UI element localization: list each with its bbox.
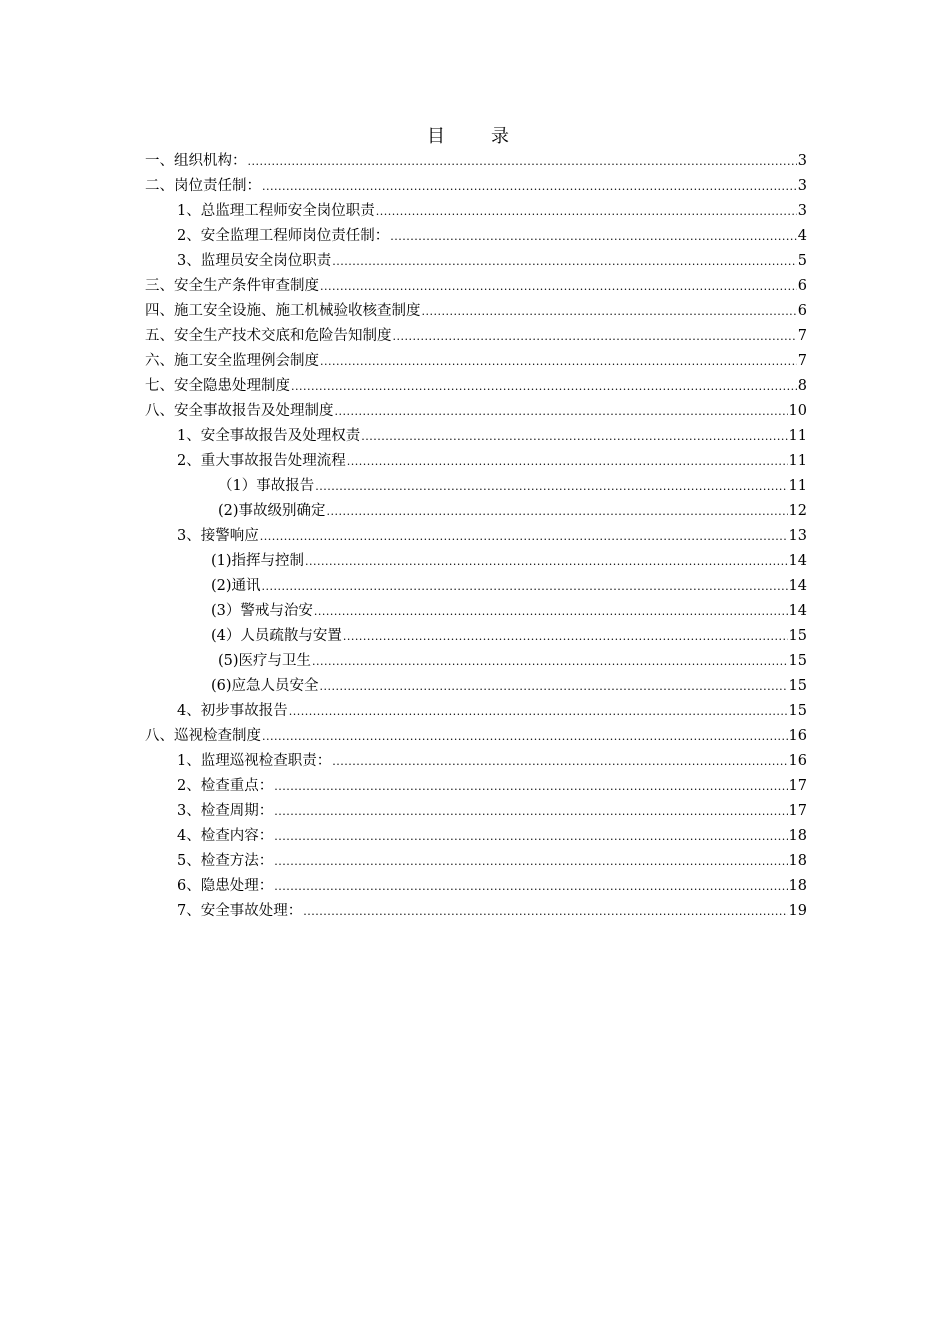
toc-page-number: 15 <box>788 628 807 644</box>
toc-dot-leader <box>390 224 797 249</box>
toc-entry-label: 1、安全事故报告及处理权责 <box>177 428 361 444</box>
toc-dot-leader <box>274 799 787 824</box>
toc-entry-label: (3）警戒与治安 <box>211 603 313 619</box>
toc-page-number: 14 <box>788 578 807 594</box>
toc-page-number: 10 <box>788 403 807 419</box>
toc-entry-label: 2、重大事故报告处理流程 <box>177 453 346 469</box>
toc-page-number: 5 <box>797 253 807 269</box>
toc-entry[interactable] <box>145 874 807 899</box>
toc-dot-leader <box>305 549 788 574</box>
toc-dot-leader <box>320 349 797 374</box>
toc-dot-leader <box>262 724 788 749</box>
toc-dot-leader <box>289 699 788 724</box>
toc-entry-label: (4）人员疏散与安置 <box>211 628 342 644</box>
toc-page-number: 15 <box>788 678 807 694</box>
toc-dot-leader <box>335 399 788 424</box>
toc-entry[interactable] <box>145 699 807 724</box>
toc-entry-label: 2、安全监理工程师岗位责任制： <box>177 228 390 244</box>
toc-entry[interactable] <box>145 624 807 649</box>
toc-entry-label: 七、安全隐患处理制度 <box>145 378 290 394</box>
toc-dot-leader <box>332 249 797 274</box>
toc-dot-leader <box>393 324 797 349</box>
toc-entry[interactable] <box>145 674 807 699</box>
toc-entry-label: (5)医疗与卫生 <box>218 653 312 669</box>
toc-entry[interactable] <box>145 299 807 324</box>
toc-entry[interactable] <box>145 149 807 174</box>
toc-entry[interactable] <box>145 449 807 474</box>
toc-entry-label: 八、安全事故报告及处理制度 <box>145 403 334 419</box>
toc-entry-label: 7、安全事故处理： <box>177 903 303 919</box>
toc-entry-label: 1、总监理工程师安全岗位职责 <box>177 203 375 219</box>
toc-page-number: 3 <box>797 203 807 219</box>
toc-entry-label: 6、隐患处理： <box>177 878 274 894</box>
toc-dot-leader <box>260 524 788 549</box>
toc-entry-label: 四、施工安全设施、施工机械验收核查制度 <box>145 303 421 319</box>
toc-entry-label: (2)通讯 <box>211 578 261 594</box>
toc-entry[interactable] <box>145 424 807 449</box>
toc-entry[interactable] <box>145 499 807 524</box>
toc-entry[interactable] <box>145 399 807 424</box>
toc-entry-label: (2)事故级别确定 <box>218 503 326 519</box>
toc-entry-label: 3、检查周期： <box>177 803 274 819</box>
toc-page-number: 19 <box>788 903 807 919</box>
toc-entry-label: 八、巡视检查制度 <box>145 728 261 744</box>
toc-entry[interactable] <box>145 599 807 624</box>
toc-dot-leader <box>347 449 788 474</box>
toc-entry[interactable] <box>145 649 807 674</box>
toc-entry[interactable] <box>145 249 807 274</box>
toc-page-number: 7 <box>797 353 807 369</box>
toc-entry-label: (6)应急人员安全 <box>211 678 319 694</box>
toc-dot-leader <box>320 674 788 699</box>
toc-entry[interactable] <box>145 799 807 824</box>
toc-page-number: 13 <box>788 528 807 544</box>
toc-page-number: 16 <box>788 753 807 769</box>
toc-dot-leader <box>262 574 788 599</box>
toc-entry[interactable] <box>145 774 807 799</box>
toc-page-number: 18 <box>788 878 807 894</box>
toc-dot-leader <box>291 374 797 399</box>
toc-page-number: 15 <box>788 703 807 719</box>
toc-dot-leader <box>332 749 787 774</box>
toc-page-number: 6 <box>797 278 807 294</box>
toc-entry-label: 3、监理员安全岗位职责 <box>177 253 332 269</box>
toc-dot-leader <box>315 474 787 499</box>
toc-entry[interactable] <box>145 899 807 924</box>
toc-page-number: 14 <box>788 603 807 619</box>
toc-dot-leader <box>274 824 787 849</box>
toc-entry[interactable] <box>145 574 807 599</box>
toc-page-number: 15 <box>788 653 807 669</box>
toc-entry[interactable] <box>145 324 807 349</box>
toc-entry-label: 4、初步事故报告 <box>177 703 288 719</box>
toc-entry-label: （1）事故报告 <box>218 478 315 494</box>
toc-entry[interactable] <box>145 849 807 874</box>
toc-title: 目 录 <box>427 126 523 147</box>
toc-dot-leader <box>274 849 787 874</box>
toc-entry-label: 二、岗位责任制： <box>145 178 261 194</box>
toc-entry[interactable] <box>145 724 807 749</box>
toc-entry-label: 2、检查重点： <box>177 778 274 794</box>
toc-entry[interactable] <box>145 224 807 249</box>
toc-entry-label: 3、接警响应 <box>177 528 259 544</box>
toc-entry[interactable] <box>145 474 807 499</box>
toc-dot-leader <box>303 899 787 924</box>
toc-entry-label: 一、组织机构： <box>145 153 247 169</box>
toc-entry[interactable] <box>145 349 807 374</box>
toc-page-number: 3 <box>797 178 807 194</box>
toc-page-number: 18 <box>788 853 807 869</box>
toc-page-number: 6 <box>797 303 807 319</box>
toc-dot-leader <box>361 424 787 449</box>
toc-page-number: 8 <box>797 378 807 394</box>
toc-page-number: 18 <box>788 828 807 844</box>
toc-entry[interactable] <box>145 174 807 199</box>
toc-dot-leader <box>274 874 787 899</box>
toc-page-number: 11 <box>788 453 807 469</box>
toc-dot-leader <box>248 149 797 174</box>
toc-entry[interactable] <box>145 274 807 299</box>
toc-entry-label: 1、监理巡视检查职责： <box>177 753 332 769</box>
toc-page-number: 12 <box>788 503 807 519</box>
toc-page-number: 3 <box>797 153 807 169</box>
toc-page-number: 7 <box>797 328 807 344</box>
toc-page-number: 17 <box>788 803 807 819</box>
toc-page-number: 11 <box>788 428 807 444</box>
toc-page-number: 14 <box>788 553 807 569</box>
toc-dot-leader <box>320 274 797 299</box>
toc-page-number: 4 <box>797 228 807 244</box>
toc-dot-leader <box>314 599 788 624</box>
toc-page-number: 17 <box>788 778 807 794</box>
toc-dot-leader <box>376 199 797 224</box>
toc-dot-leader <box>327 499 788 524</box>
toc-entry-label: 5、检查方法： <box>177 853 274 869</box>
toc-entry-label: 三、安全生产条件审查制度 <box>145 278 319 294</box>
toc-entry[interactable] <box>145 824 807 849</box>
toc-entry-label: 五、安全生产技术交底和危险告知制度 <box>145 328 392 344</box>
toc-dot-leader <box>274 774 787 799</box>
toc-dot-leader <box>312 649 788 674</box>
toc-entry[interactable] <box>145 749 807 774</box>
toc-entry[interactable] <box>145 374 807 399</box>
toc-entry[interactable] <box>145 199 807 224</box>
toc-dot-leader <box>262 174 797 199</box>
toc-page-number: 16 <box>788 728 807 744</box>
toc-entry-label: 六、施工安全监理例会制度 <box>145 353 319 369</box>
toc-dot-leader <box>422 299 797 324</box>
table-of-contents <box>145 149 807 924</box>
toc-page-number: 11 <box>788 478 807 494</box>
toc-entry[interactable] <box>145 524 807 549</box>
toc-entry-label: 4、检查内容： <box>177 828 274 844</box>
toc-entry[interactable] <box>145 549 807 574</box>
toc-dot-leader <box>343 624 788 649</box>
toc-entry-label: (1)指挥与控制 <box>211 553 305 569</box>
